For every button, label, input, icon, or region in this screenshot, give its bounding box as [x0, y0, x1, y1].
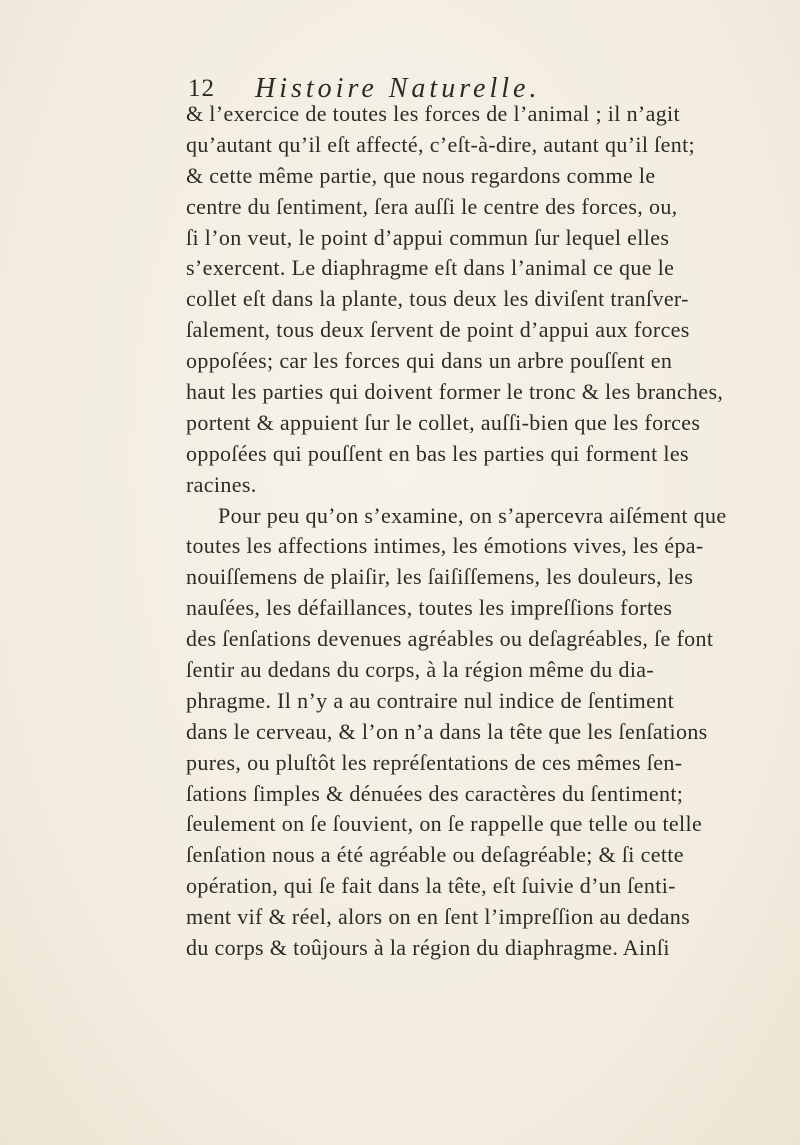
text-line: oppoſées; car les forces qui dans un arbre pouſſent en	[186, 348, 673, 374]
text-line: dans le cerveau, & l’on n’a dans la tête que les ſenſations	[186, 718, 708, 744]
body-text	[186, 99, 727, 964]
text-line: ment vif & réel, alors on en ſent l’impreſſion au dedans	[186, 904, 691, 930]
text-line: ſentir au dedans du corps, à la région même du dia-	[186, 657, 655, 683]
text-line: des ſenſations devenues agréables ou deſagréables, ſe font	[186, 626, 714, 652]
text-line: ſations ſimples & dénuées des caractères du ſentiment;	[186, 780, 684, 806]
text-line: ſi l’on veut, le point d’appui commun ſur lequel elles	[186, 224, 670, 250]
text-line: oppoſées qui pouſſent en bas les parties qui forment les	[186, 440, 689, 466]
text-line: portent & appuient ſur le collet, auſſi-bien que les forces	[186, 409, 701, 435]
text-line: qu’autant qu’il eſt affecté, c’eſt-à-dire, autant qu’il ſent;	[186, 131, 696, 157]
text-line: du corps & toûjours à la région du diaphragme. Ainſi	[186, 935, 670, 961]
text-line: Pour peu qu’on s’examine, on s’apercevra aiſément que	[218, 502, 727, 528]
text-line: phragme. Il n’y a au contraire nul indice de ſentiment	[186, 687, 675, 713]
text-line: centre du ſentiment, ſera auſſi le centre des forces, ou,	[186, 193, 678, 219]
text-line: pures, ou pluſtôt les repréſentations de ces mêmes ſen-	[186, 749, 683, 775]
text-line: nauſées, les défaillances, toutes les impreſſions fortes	[186, 595, 673, 621]
text-line: ſeulement on ſe ſouvient, on ſe rappelle que telle ou telle	[186, 811, 703, 837]
text-line: ſalement, tous deux ſervent de point d’appui aux forces	[186, 317, 690, 343]
text-line: opération, qui ſe fait dans la tête, eſt ſuivie d’un ſenti-	[186, 873, 676, 899]
running-head: Histoire Naturelle.	[255, 73, 541, 104]
page-number: 12	[188, 75, 215, 102]
paragraph	[186, 501, 727, 964]
text-line: s’exercent. Le diaphragme eſt dans l’animal ce que le	[186, 255, 675, 281]
text-line: racines.	[186, 471, 257, 497]
text-line: nouiſſemens de plaiſir, les ſaiſiſſemens, les douleurs, les	[186, 564, 694, 590]
text-line: toutes les affections intimes, les émotions vives, les épa-	[186, 533, 704, 559]
text-line: & cette même partie, que nous regardons comme le	[186, 162, 656, 188]
text-line: ſenſation nous a été agréable ou deſagréable; & ſi cette	[186, 842, 684, 868]
text-line: collet eſt dans la plante, tous deux les diviſent tranſver-	[186, 286, 689, 312]
text-line: haut les parties qui doivent former le tronc & les branches,	[186, 379, 724, 405]
paragraph	[186, 99, 724, 501]
text-line: & l’exercice de toutes les forces de l’animal ; il n’agit	[186, 101, 680, 126]
